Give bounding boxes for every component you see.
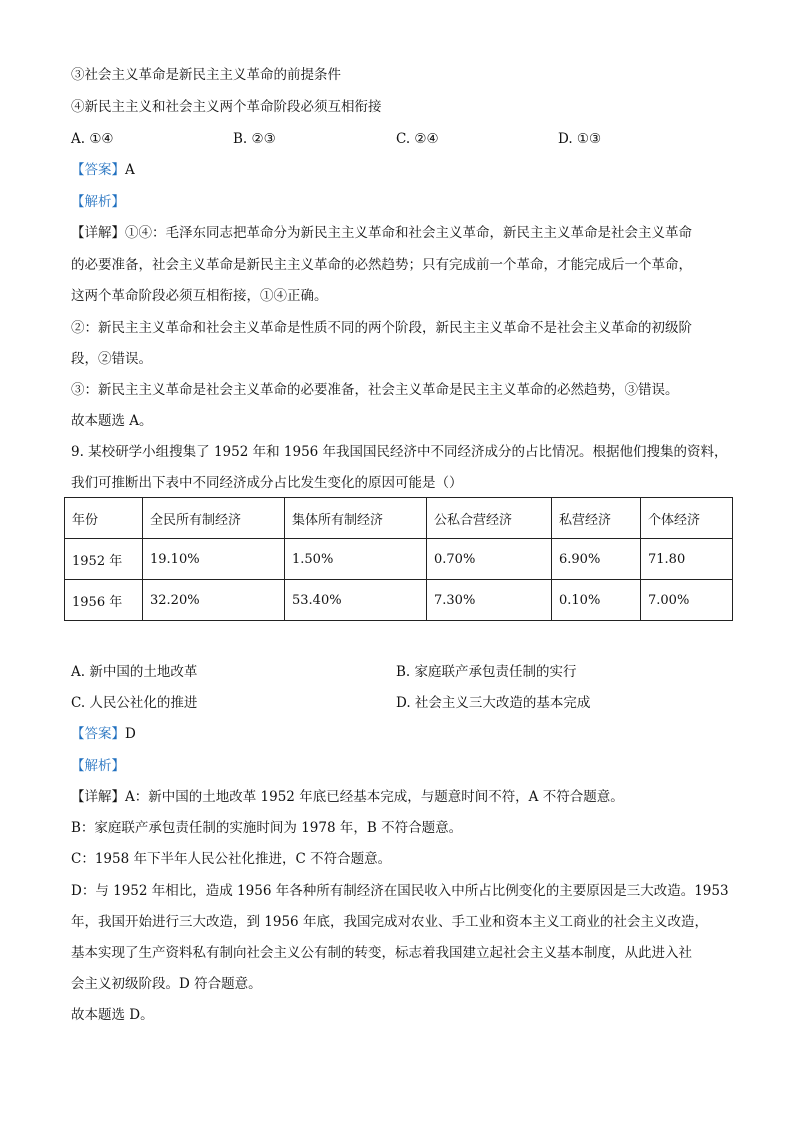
detail-tag: 【详解】 — [71, 789, 125, 805]
q9-detail-line: 年，我国开始进行三大改造，到 1956 年底，我国完成对农业、手工业和资本主义工商业的社会主义改造， — [71, 914, 708, 930]
table-header-cell: 私营经济 — [552, 498, 641, 539]
answer-value: D — [125, 726, 136, 742]
q9-option-d: D. 社会主义三大改造的基本完成 — [396, 695, 591, 711]
q8-detail-line: 这两个革命阶段必须互相衔接，①④正确。 — [71, 288, 328, 304]
detail-tag: 【详解】 — [71, 225, 125, 241]
q9-option-b: B. 家庭联产承包责任制的实行 — [396, 664, 577, 680]
q8-item-3: ③社会主义革命是新民主主义革命的前提条件 — [71, 67, 341, 83]
detail-text: ①④：毛泽东同志把革命分为新民主主义革命和社会主义革命，新民主主义革命是社会主义革命 — [125, 225, 692, 241]
table-header-cell: 公私合营经济 — [427, 498, 552, 539]
q8-option-c: C. ②④ — [396, 131, 439, 147]
answer-value: A — [125, 162, 135, 178]
economy-share-table — [64, 497, 733, 621]
table-cell: 1952 年 — [65, 539, 143, 580]
table-cell: 7.00% — [641, 580, 733, 621]
q9-detail-line: C：1958 年下半年人民公社化推进，C 不符合题意。 — [71, 851, 392, 867]
q8-detail-line: 段，②错误。 — [71, 351, 152, 367]
q9-option-c: C. 人民公社化的推进 — [71, 695, 198, 711]
q8-option-a: A. ①④ — [71, 131, 114, 147]
q8-item-4: ④新民主主义和社会主义两个革命阶段必须互相衔接 — [71, 99, 382, 115]
table-header-cell: 年份 — [65, 498, 143, 539]
q8-detail-line: ③：新民主主义革命是社会主义革命的必要准备，社会主义革命是民主主义革命的必然趋势，③错误。 — [71, 382, 679, 398]
table-cell: 1.50% — [285, 539, 427, 580]
q8-detail-line: 的必要准备，社会主义革命是新民主主义革命的必然趋势；只有完成前一个革命，才能完成后一个革命， — [71, 257, 692, 273]
q8-detail-line — [71, 223, 692, 243]
table-header-cell: 全民所有制经济 — [143, 498, 285, 539]
q8-analysis-tag: 【解析】 — [71, 194, 125, 210]
q9-detail-line: 会主义初级阶段。D 符合题意。 — [71, 976, 262, 992]
q8-answer — [71, 160, 135, 180]
q9-detail-line: B：家庭联产承包责任制的实施时间为 1978 年，B 不符合题意。 — [71, 820, 463, 836]
q9-answer — [71, 724, 136, 744]
table-row — [65, 580, 733, 621]
answer-tag: 【答案】 — [71, 726, 125, 742]
q9-detail-line: 基本实现了生产资料私有制向社会主义公有制的转变，标志着我国建立起社会主义基本制度，从此进入社 — [71, 945, 692, 961]
q9-stem-line: 我们可推断出下表中不同经济成分占比发生变化的原因可能是（） — [71, 475, 463, 491]
table-cell: 53.40% — [285, 580, 427, 621]
table-header-cell: 集体所有制经济 — [285, 498, 427, 539]
answer-tag: 【答案】 — [71, 162, 125, 178]
q9-stem-line: 9. 某校研学小组搜集了 1952 年和 1956 年我国国民经济中不同经济成分的占比情况。根据他们搜集的资料， — [71, 444, 728, 460]
detail-text: A：新中国的土地改革 1952 年底已经基本完成，与题意时间不符，A 不符合题意。 — [125, 789, 624, 805]
table-header-cell: 个体经济 — [641, 498, 733, 539]
table-cell: 7.30% — [427, 580, 552, 621]
q9-conclusion: 故本题选 D。 — [71, 1007, 154, 1023]
table-cell: 19.10% — [143, 539, 285, 580]
table-cell: 32.20% — [143, 580, 285, 621]
table-cell: 0.10% — [552, 580, 641, 621]
table-cell: 0.70% — [427, 539, 552, 580]
table-cell: 71.80 — [641, 539, 733, 580]
table-cell: 1956 年 — [65, 580, 143, 621]
table-cell: 6.90% — [552, 539, 641, 580]
q9-detail-line: D：与 1952 年相比，造成 1956 年各种所有制经济在国民收入中所占比例变化的主要原因是三大改造。1953 — [71, 883, 729, 899]
q8-option-d: D. ①③ — [558, 131, 602, 147]
q8-option-b: B. ②③ — [233, 131, 276, 147]
q8-detail-line: ②：新民主主义革命和社会主义革命是性质不同的两个阶段，新民主主义革命不是社会主义革命的初级阶 — [71, 320, 692, 336]
table-header-row — [65, 498, 733, 539]
q8-conclusion: 故本题选 A。 — [71, 413, 153, 429]
q9-detail-line — [71, 787, 624, 807]
table-row — [65, 539, 733, 580]
q9-analysis-tag: 【解析】 — [71, 758, 125, 774]
q9-option-a: A. 新中国的土地改革 — [71, 664, 198, 680]
